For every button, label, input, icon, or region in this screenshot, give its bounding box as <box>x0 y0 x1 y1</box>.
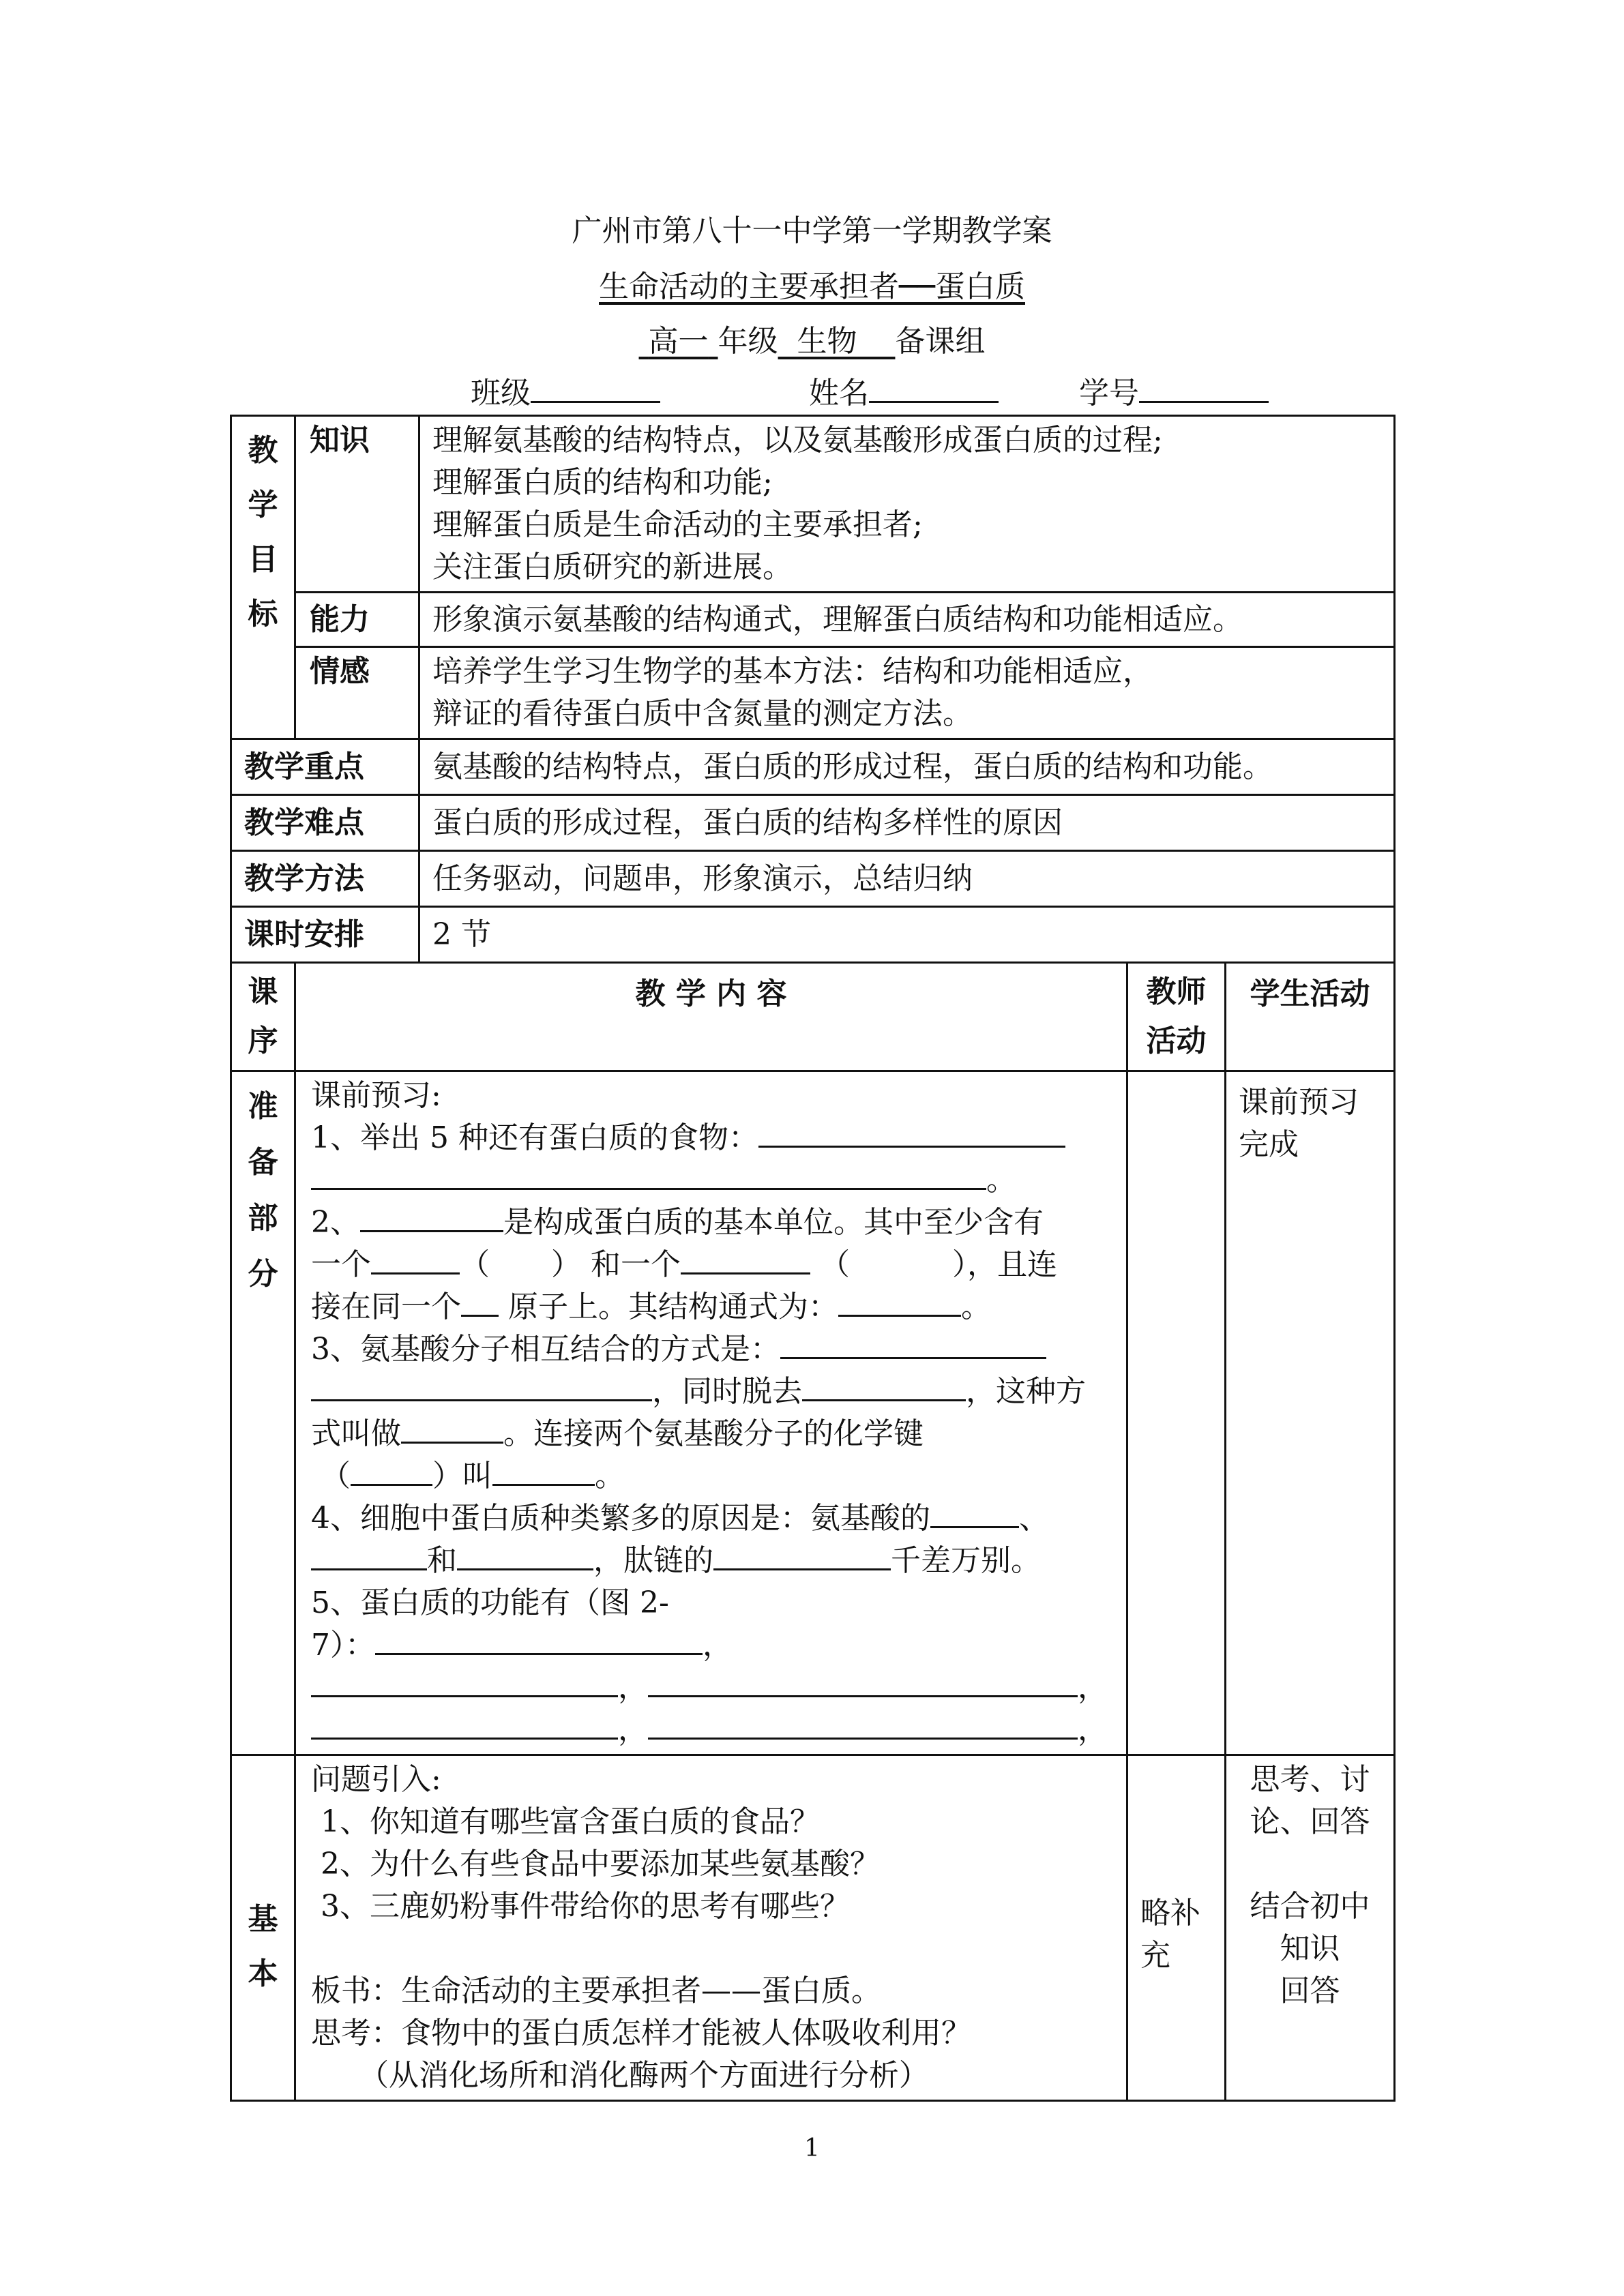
blank-function-4[interactable] <box>311 1710 618 1740</box>
difficulty-content: 蛋白质的形成过程，蛋白质的结构多样性的原因 <box>419 795 1395 851</box>
blank-group-2[interactable] <box>681 1245 810 1274</box>
focus-label: 教学重点 <box>231 739 419 795</box>
blank-function-5[interactable] <box>648 1710 1078 1740</box>
name-label: 姓名 <box>809 376 869 411</box>
blank-basic-unit[interactable] <box>360 1203 503 1232</box>
class-blank[interactable] <box>531 374 660 403</box>
blank-function-1[interactable] <box>375 1626 703 1655</box>
focus-content: 氨基酸的结构特点，蛋白质的形成过程，蛋白质的结构和功能。 <box>419 739 1395 795</box>
basic-teacher: 略补 充 <box>1127 1755 1226 2101</box>
grade-subject-line <box>0 316 1624 360</box>
blank-function-3[interactable] <box>648 1668 1078 1697</box>
prep-content: 课前预习: 1、举出 5 种还有蛋白质的食物： 。 2、 是构成蛋白质的基本单位。其中至少含有 一个 （ ） 和一个 （ ），且连 接在同一个 原子上。其结构通式为： 。 3、氨基酸分子相互结合的方式是： ，同时脱去 ，这种方 式叫做 。连接两个氨基酸分子的化学键 （ ）叫 。 4、细胞中蛋白质种类繁多的原因是：氨基酸的 、 和 ，肽链的 千差万别。 5、蛋白质的功能有（图 2- 7）： ， ， ， ， ， <box>295 1071 1127 1755</box>
emotion-content: 培养学生学习生物学的基本方法：结构和功能相适应， 辩证的看待蛋白质中含氮量的测定方法。 <box>419 647 1395 739</box>
basic-student: 思考、讨 论、回答 结合初中 知识 回答 <box>1226 1755 1395 2101</box>
class-label: 班级 <box>471 376 531 411</box>
blank-aa-3[interactable] <box>457 1541 593 1570</box>
knowledge-label: 知识 <box>295 416 419 593</box>
knowledge-content: 理解氨基酸的结构特点，以及氨基酸形成蛋白质的过程; 理解蛋白质的结构和功能; 理解蛋白质是生命活动的主要承担者; 关注蛋白质研究的新进展。 <box>419 416 1395 593</box>
school-title: 广州市第八十一中学第一学期教学案 <box>572 213 1052 248</box>
blank-bonding-1[interactable] <box>780 1330 1046 1359</box>
order-header: 课 序 <box>231 963 295 1071</box>
blank-foods-2[interactable] <box>311 1161 986 1190</box>
blank-peptide[interactable] <box>713 1541 891 1570</box>
prep-label: 准 备 部 分 <box>231 1071 295 1755</box>
blank-bond-formula[interactable] <box>351 1457 432 1486</box>
blank-foods-1[interactable] <box>758 1118 1065 1148</box>
blank-group-1[interactable] <box>371 1245 460 1274</box>
id-label: 学号 <box>1079 376 1139 411</box>
difficulty-label: 教学难点 <box>231 795 419 851</box>
blank-removed[interactable] <box>802 1372 966 1401</box>
grade-value: 高一 <box>648 324 709 359</box>
content-header: 教 学 内 容 <box>295 963 1127 1071</box>
ability-label: 能力 <box>295 593 419 647</box>
basic-label: 基 本 <box>231 1755 295 2101</box>
grade-label: 年级 <box>718 324 778 359</box>
student-info-line <box>471 368 1269 412</box>
lesson-title: 生命活动的主要承担者──蛋白质 <box>599 269 1025 304</box>
schedule-content: 2 节 <box>419 907 1395 963</box>
blank-aa-1[interactable] <box>930 1499 1019 1528</box>
emotion-label: 情感 <box>295 647 419 739</box>
group-label: 备课组 <box>895 324 986 359</box>
teacher-header: 教师 活动 <box>1127 963 1226 1071</box>
ability-content: 形象演示氨基酸的结构通式，理解蛋白质结构和功能相适应。 <box>419 593 1395 647</box>
subject-value: 生物 <box>797 324 857 359</box>
id-blank[interactable] <box>1139 374 1269 403</box>
blank-bonding-2[interactable] <box>311 1372 652 1401</box>
method-content: 任务驱动，问题串，形象演示，总结归纳 <box>419 851 1395 907</box>
objectives-label: 教 学 目 标 <box>231 416 295 739</box>
lesson-plan-table <box>230 415 1396 2102</box>
name-blank[interactable] <box>869 374 999 403</box>
blank-atom[interactable] <box>461 1287 499 1317</box>
blank-aa-2[interactable] <box>311 1541 427 1570</box>
blank-formula[interactable] <box>838 1287 961 1317</box>
blank-bond-name[interactable] <box>492 1457 595 1486</box>
blank-function-2[interactable] <box>311 1668 618 1697</box>
student-header: 学生活动 <box>1226 963 1395 1071</box>
prep-student: 课前预习 完成 <box>1226 1071 1395 1755</box>
schedule-label: 课时安排 <box>231 907 419 963</box>
basic-content: 问题引入: 1、你知道有哪些富含蛋白质的食品？ 2、为什么有些食品中要添加某些氨基酸？ 3、三鹿奶粉事件带给你的思考有哪些？ 板书：生命活动的主要承担者——蛋白质。 思考：食物中的蛋白质怎样才能被人体吸收利用？ （从消化场所和消化酶两个方面进行分析） <box>295 1755 1127 2101</box>
blank-method-name[interactable] <box>401 1414 503 1444</box>
page-number: 1 <box>804 2134 820 2162</box>
prep-teacher <box>1127 1071 1226 1755</box>
method-label: 教学方法 <box>231 851 419 907</box>
